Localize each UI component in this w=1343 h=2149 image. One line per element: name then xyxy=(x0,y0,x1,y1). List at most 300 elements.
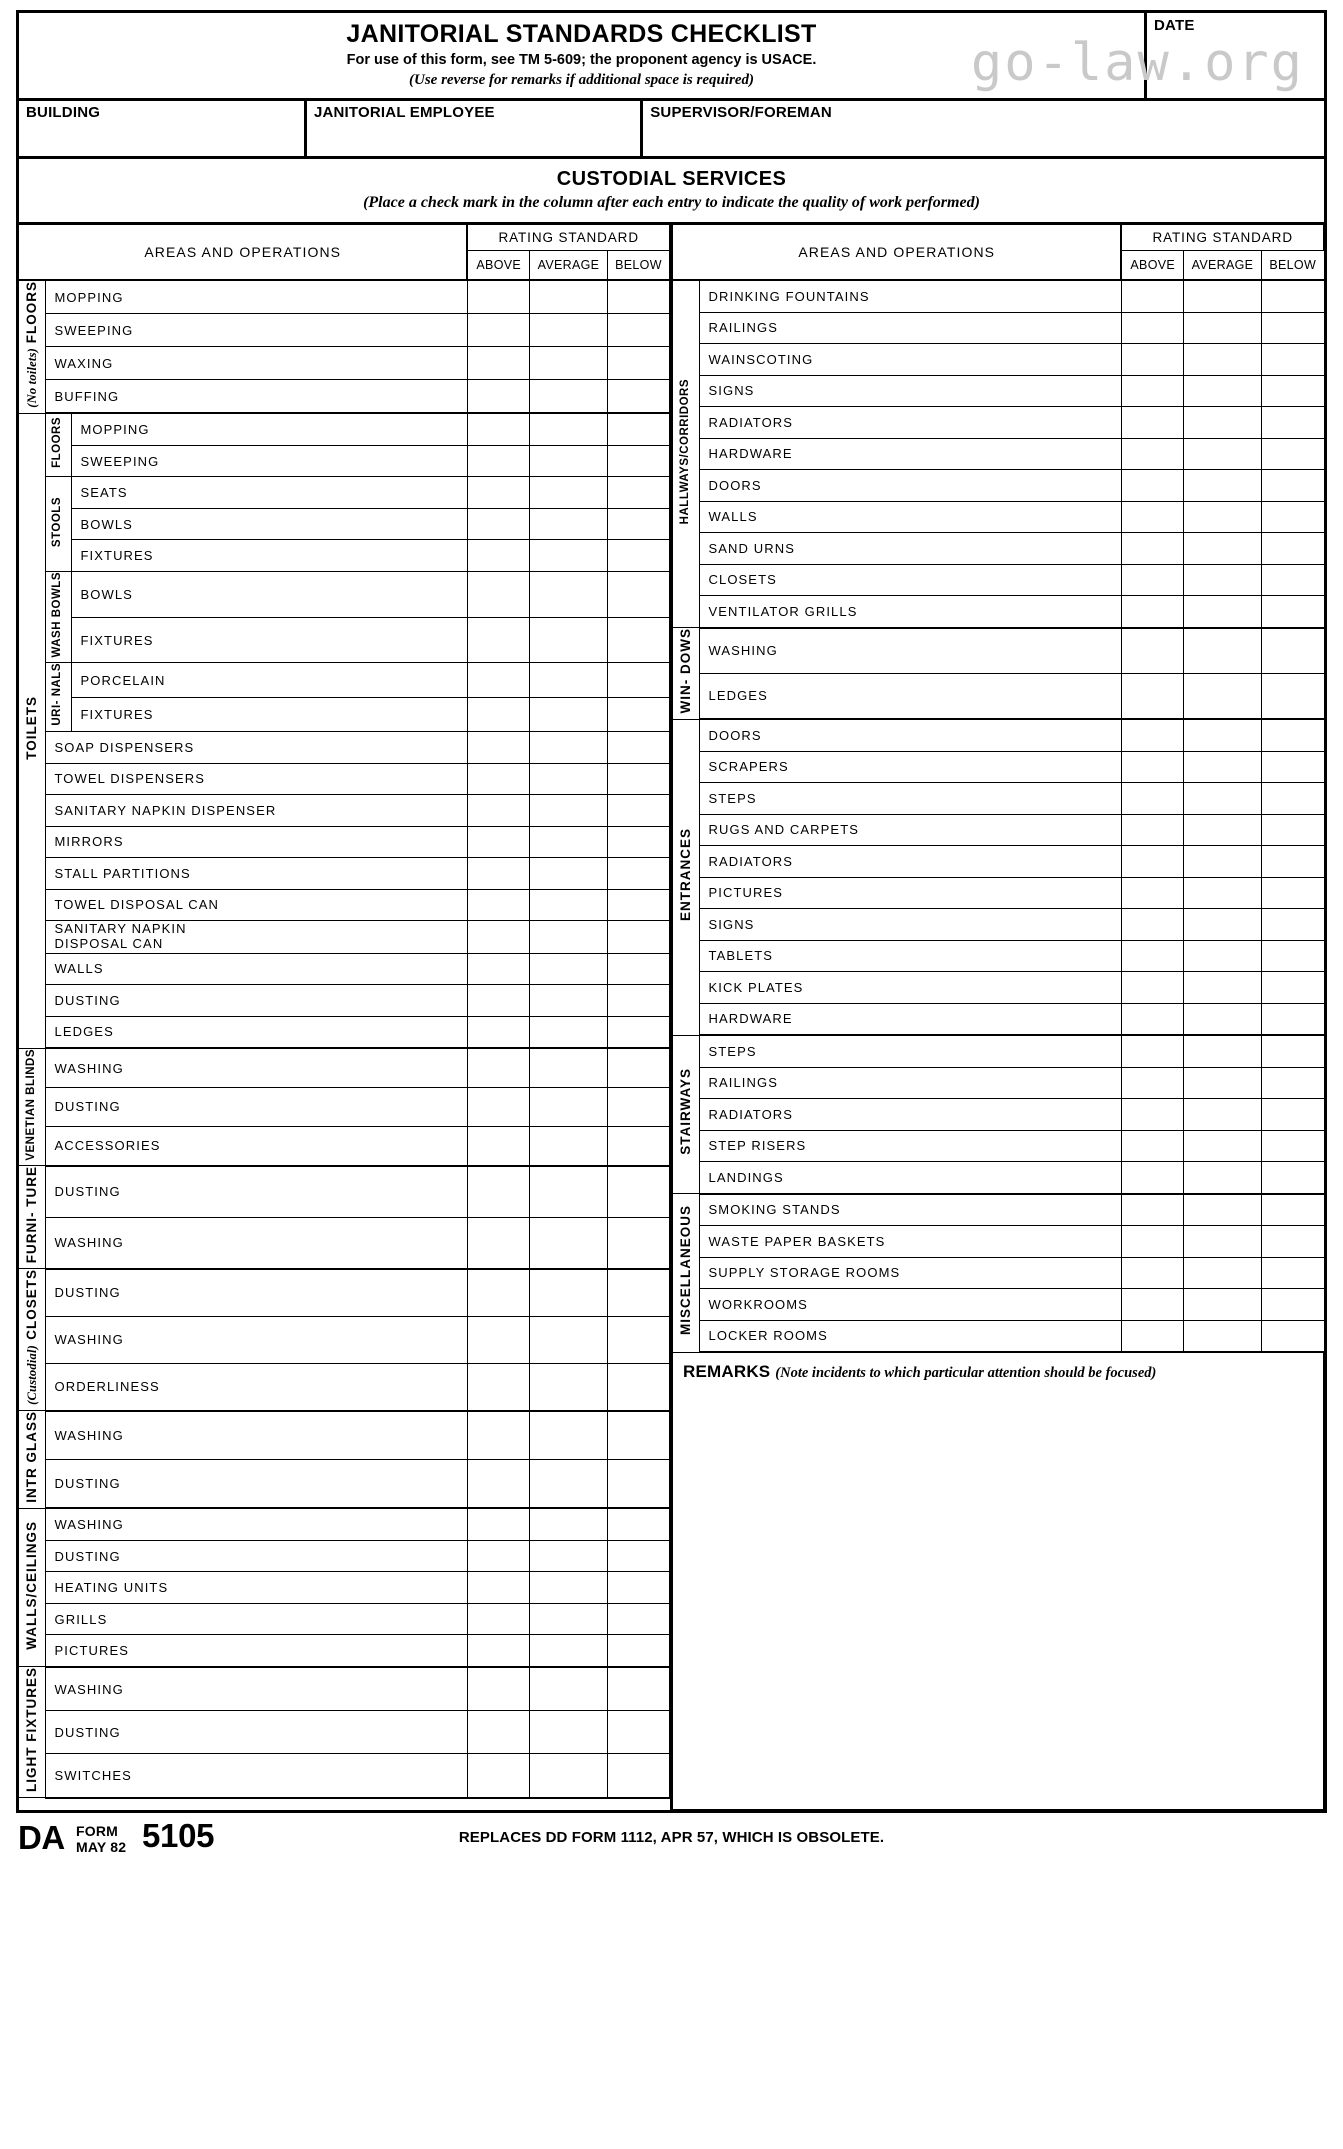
col-header-above: ABOVE xyxy=(467,251,529,280)
rating-cell-below-toilets-soap-dispensers[interactable] xyxy=(607,732,669,764)
rating-cell-average-hallways-corridors-drinking-fountains[interactable] xyxy=(1183,280,1261,312)
rating-cell-below-intr-glass-dusting[interactable] xyxy=(607,1459,669,1508)
rating-cell-below-intr-glass-washing[interactable] xyxy=(607,1411,669,1460)
rating-cell-below-walls-ceilings-heating-units[interactable] xyxy=(607,1572,669,1604)
rating-cell-below-hallways-corridors-ventilator-grills[interactable] xyxy=(1261,596,1323,628)
operation-label-steps: STEPS xyxy=(699,1035,1121,1067)
rating-cell-average-toilets-stall-partitions[interactable] xyxy=(529,858,607,890)
rating-cell-average-entrances-scrapers[interactable] xyxy=(1183,751,1261,783)
rating-cell-below-floors-buffing[interactable] xyxy=(607,380,669,414)
operation-label-accessories: ACCESSORIES xyxy=(45,1126,467,1165)
rating-cell-above-hallways-corridors-ventilator-grills[interactable] xyxy=(1121,596,1183,628)
rating-cell-average-stairways-step-risers[interactable] xyxy=(1183,1130,1261,1162)
rating-cell-average-hallways-corridors-railings[interactable] xyxy=(1183,312,1261,344)
rating-cell-above-floors-mopping[interactable] xyxy=(467,413,529,445)
rating-cell-below-hallways-corridors-radiators[interactable] xyxy=(1261,407,1323,439)
operation-label-sand-urns: SAND URNS xyxy=(699,533,1121,565)
rating-cell-average-entrances-doors[interactable] xyxy=(1183,719,1261,751)
rating-cell-below-toilets-sanitary-napkin-disposal-can[interactable] xyxy=(607,921,669,954)
rating-cell-below-walls-ceilings-pictures[interactable] xyxy=(607,1635,669,1667)
date-field[interactable] xyxy=(1146,13,1325,100)
group-label-floors xyxy=(19,280,45,413)
operation-label-dusting: DUSTING xyxy=(45,985,467,1017)
operation-label-switches: SWITCHES xyxy=(45,1754,467,1798)
rating-cell-average-floors-mopping[interactable] xyxy=(529,280,607,314)
operation-label-dusting: DUSTING xyxy=(45,1540,467,1572)
rating-cell-average-hallways-corridors-hardware[interactable] xyxy=(1183,438,1261,470)
rating-cell-average-walls-ceilings-heating-units[interactable] xyxy=(529,1572,607,1604)
rating-cell-below-floors-mopping[interactable] xyxy=(607,280,669,314)
rating-cell-above-stairways-radiators[interactable] xyxy=(1121,1099,1183,1131)
rating-cell-above-toilets-walls[interactable] xyxy=(467,953,529,985)
rating-cell-average-closets-dusting[interactable] xyxy=(529,1269,607,1316)
rating-cell-below-furni-ture-washing[interactable] xyxy=(607,1217,669,1269)
rating-cell-above-toilets-ledges[interactable] xyxy=(467,1016,529,1048)
rating-cell-above-closets-dusting[interactable] xyxy=(467,1269,529,1316)
rating-cell-average-walls-ceilings-dusting[interactable] xyxy=(529,1540,607,1572)
rating-cell-above-floors-waxing[interactable] xyxy=(467,347,529,380)
rating-cell-below-entrances-rugs-and-carpets[interactable] xyxy=(1261,814,1323,846)
rating-cell-below-toilets-walls[interactable] xyxy=(607,953,669,985)
table-row xyxy=(19,1508,670,1540)
table-row xyxy=(19,314,670,347)
rating-cell-above-stairways-step-risers[interactable] xyxy=(1121,1130,1183,1162)
rating-cell-average-floors-buffing[interactable] xyxy=(529,380,607,414)
rating-cell-average-wash-bowls-bowls[interactable] xyxy=(529,571,607,617)
operation-label-waste-paper-baskets: WASTE PAPER BASKETS xyxy=(699,1226,1121,1258)
operation-label-ledges: LEDGES xyxy=(699,673,1121,719)
rating-cell-below-win-dows-washing[interactable] xyxy=(1261,628,1323,674)
table-row xyxy=(673,564,1324,596)
rating-cell-above-walls-ceilings-pictures[interactable] xyxy=(467,1635,529,1667)
table-row xyxy=(19,1572,670,1604)
rating-cell-above-venetian-blinds-accessories[interactable] xyxy=(467,1126,529,1165)
table-row xyxy=(673,1162,1324,1194)
rating-cell-above-entrances-rugs-and-carpets[interactable] xyxy=(1121,814,1183,846)
table-row xyxy=(19,889,670,921)
rating-cell-above-entrances-tablets[interactable] xyxy=(1121,940,1183,972)
table-row xyxy=(19,1016,670,1048)
rating-cell-average-walls-ceilings-grills[interactable] xyxy=(529,1603,607,1635)
rating-cell-below-walls-ceilings-grills[interactable] xyxy=(607,1603,669,1635)
rating-cell-below-venetian-blinds-washing[interactable] xyxy=(607,1048,669,1087)
rating-cell-above-hallways-corridors-doors[interactable] xyxy=(1121,470,1183,502)
rating-cell-average-floors-sweeping[interactable] xyxy=(529,314,607,347)
rating-cell-average-uri-nals-porcelain[interactable] xyxy=(529,663,607,697)
rating-cell-below-light-fixtures-washing[interactable] xyxy=(607,1667,669,1711)
rating-cell-above-intr-glass-washing[interactable] xyxy=(467,1411,529,1460)
rating-cell-average-light-fixtures-dusting[interactable] xyxy=(529,1711,607,1754)
rating-cell-average-stairways-radiators[interactable] xyxy=(1183,1099,1261,1131)
rating-cell-average-entrances-steps[interactable] xyxy=(1183,783,1261,815)
rating-cell-average-entrances-pictures[interactable] xyxy=(1183,877,1261,909)
table-row xyxy=(19,663,670,697)
rating-cell-average-entrances-signs[interactable] xyxy=(1183,909,1261,941)
rating-cell-above-light-fixtures-switches[interactable] xyxy=(467,1754,529,1798)
rating-cell-average-floors-mopping[interactable] xyxy=(529,413,607,445)
form-number: 5105 xyxy=(142,1817,215,1854)
rating-cell-above-stairways-landings[interactable] xyxy=(1121,1162,1183,1194)
rating-cell-above-walls-ceilings-washing[interactable] xyxy=(467,1508,529,1540)
form-footer xyxy=(16,1817,1327,1863)
rating-cell-average-toilets-towel-disposal-can[interactable] xyxy=(529,889,607,921)
rating-cell-above-stools-seats[interactable] xyxy=(467,477,529,509)
rating-cell-above-hallways-corridors-drinking-fountains[interactable] xyxy=(1121,280,1183,312)
rating-cell-average-win-dows-washing[interactable] xyxy=(1183,628,1261,674)
rating-cell-above-miscellaneous-smoking-stands[interactable] xyxy=(1121,1194,1183,1226)
rating-cell-below-floors-sweeping[interactable] xyxy=(607,314,669,347)
table-row xyxy=(673,751,1324,783)
rating-cell-below-light-fixtures-switches[interactable] xyxy=(607,1754,669,1798)
form-title: JANITORIAL STANDARDS CHECKLIST xyxy=(346,20,817,48)
table-row xyxy=(19,1754,670,1798)
rating-cell-average-toilets-sanitary-napkin-disposal-can[interactable] xyxy=(529,921,607,954)
operation-label-orderliness: ORDERLINESS xyxy=(45,1363,467,1410)
supervisor-foreman-field[interactable] xyxy=(642,101,1324,158)
rating-cell-above-floors-sweeping[interactable] xyxy=(467,314,529,347)
rating-cell-above-uri-nals-fixtures[interactable] xyxy=(467,697,529,731)
rating-cell-average-stools-bowls[interactable] xyxy=(529,508,607,540)
rating-cell-average-miscellaneous-supply-storage-rooms[interactable] xyxy=(1183,1257,1261,1289)
rating-cell-average-entrances-hardware[interactable] xyxy=(1183,1003,1261,1035)
rating-cell-above-closets-orderliness[interactable] xyxy=(467,1363,529,1410)
rating-cell-above-stools-fixtures[interactable] xyxy=(467,540,529,572)
operation-label-signs: SIGNS xyxy=(699,375,1121,407)
group-label-stairways xyxy=(673,1035,699,1194)
rating-cell-above-miscellaneous-waste-paper-baskets[interactable] xyxy=(1121,1226,1183,1258)
rating-cell-above-entrances-steps[interactable] xyxy=(1121,783,1183,815)
rating-cell-below-wash-bowls-fixtures[interactable] xyxy=(607,617,669,663)
rating-cell-above-floors-mopping[interactable] xyxy=(467,280,529,314)
rating-cell-below-entrances-tablets[interactable] xyxy=(1261,940,1323,972)
rating-cell-average-closets-orderliness[interactable] xyxy=(529,1363,607,1410)
rating-cell-average-hallways-corridors-doors[interactable] xyxy=(1183,470,1261,502)
rating-cell-average-toilets-walls[interactable] xyxy=(529,953,607,985)
rating-cell-average-entrances-rugs-and-carpets[interactable] xyxy=(1183,814,1261,846)
col-header-rating-standard: RATING STANDARD xyxy=(467,225,669,251)
rating-cell-below-hallways-corridors-signs[interactable] xyxy=(1261,375,1323,407)
rating-cell-average-entrances-tablets[interactable] xyxy=(1183,940,1261,972)
rating-cell-below-stairways-radiators[interactable] xyxy=(1261,1099,1323,1131)
rating-cell-below-entrances-kick-plates[interactable] xyxy=(1261,972,1323,1004)
rating-cell-above-toilets-mirrors[interactable] xyxy=(467,826,529,858)
rating-cell-above-walls-ceilings-dusting[interactable] xyxy=(467,1540,529,1572)
rating-cell-above-toilets-stall-partitions[interactable] xyxy=(467,858,529,890)
rating-cell-above-uri-nals-porcelain[interactable] xyxy=(467,663,529,697)
rating-cell-below-entrances-hardware[interactable] xyxy=(1261,1003,1323,1035)
table-row xyxy=(19,953,670,985)
rating-cell-above-closets-washing[interactable] xyxy=(467,1316,529,1363)
rating-cell-below-stools-seats[interactable] xyxy=(607,477,669,509)
rating-cell-above-light-fixtures-dusting[interactable] xyxy=(467,1711,529,1754)
rating-cell-average-toilets-dusting[interactable] xyxy=(529,985,607,1017)
rating-cell-average-walls-ceilings-washing[interactable] xyxy=(529,1508,607,1540)
identification-block xyxy=(19,101,1324,159)
rating-cell-above-miscellaneous-supply-storage-rooms[interactable] xyxy=(1121,1257,1183,1289)
rating-cell-below-miscellaneous-workrooms[interactable] xyxy=(1261,1289,1323,1321)
rating-cell-average-entrances-kick-plates[interactable] xyxy=(1183,972,1261,1004)
rating-cell-above-stools-bowls[interactable] xyxy=(467,508,529,540)
rating-cell-average-toilets-towel-dispensers[interactable] xyxy=(529,763,607,795)
rating-cell-below-closets-washing[interactable] xyxy=(607,1316,669,1363)
rating-cell-above-hallways-corridors-hardware[interactable] xyxy=(1121,438,1183,470)
rating-cell-below-toilets-towel-dispensers[interactable] xyxy=(607,763,669,795)
rating-cell-below-entrances-scrapers[interactable] xyxy=(1261,751,1323,783)
rating-cell-average-intr-glass-dusting[interactable] xyxy=(529,1459,607,1508)
rating-cell-below-closets-orderliness[interactable] xyxy=(607,1363,669,1410)
remarks-box[interactable] xyxy=(673,1352,1324,1810)
rating-cell-above-entrances-signs[interactable] xyxy=(1121,909,1183,941)
subgroup-label-uri-nals xyxy=(45,663,71,732)
rating-cell-above-miscellaneous-locker-rooms[interactable] xyxy=(1121,1320,1183,1352)
rating-cell-below-stairways-landings[interactable] xyxy=(1261,1162,1323,1194)
table-row xyxy=(673,344,1324,376)
rating-cell-above-wash-bowls-bowls[interactable] xyxy=(467,571,529,617)
rating-cell-above-venetian-blinds-dusting[interactable] xyxy=(467,1088,529,1127)
rating-cell-above-stairways-steps[interactable] xyxy=(1121,1035,1183,1067)
rating-cell-below-toilets-stall-partitions[interactable] xyxy=(607,858,669,890)
building-field[interactable] xyxy=(19,101,305,158)
table-row xyxy=(673,280,1324,312)
rating-cell-below-entrances-steps[interactable] xyxy=(1261,783,1323,815)
operation-label-pictures: PICTURES xyxy=(699,877,1121,909)
rating-cell-average-light-fixtures-washing[interactable] xyxy=(529,1667,607,1711)
rating-cell-above-miscellaneous-workrooms[interactable] xyxy=(1121,1289,1183,1321)
group-label-closets xyxy=(19,1269,45,1411)
rating-cell-below-toilets-mirrors[interactable] xyxy=(607,826,669,858)
operation-label-hardware: HARDWARE xyxy=(699,1003,1121,1035)
rating-cell-average-entrances-radiators[interactable] xyxy=(1183,846,1261,878)
rating-cell-below-hallways-corridors-drinking-fountains[interactable] xyxy=(1261,280,1323,312)
rating-cell-above-entrances-doors[interactable] xyxy=(1121,719,1183,751)
rating-cell-average-closets-washing[interactable] xyxy=(529,1316,607,1363)
rating-cell-above-toilets-towel-disposal-can[interactable] xyxy=(467,889,529,921)
rating-cell-average-miscellaneous-smoking-stands[interactable] xyxy=(1183,1194,1261,1226)
rating-cell-average-stools-fixtures[interactable] xyxy=(529,540,607,572)
rating-cell-average-win-dows-ledges[interactable] xyxy=(1183,673,1261,719)
rating-cell-below-stairways-steps[interactable] xyxy=(1261,1035,1323,1067)
rating-cell-below-wash-bowls-bowls[interactable] xyxy=(607,571,669,617)
janitorial-employee-field[interactable] xyxy=(305,101,641,158)
operation-label-doors: DOORS xyxy=(699,719,1121,751)
table-row xyxy=(19,380,670,414)
rating-cell-above-wash-bowls-fixtures[interactable] xyxy=(467,617,529,663)
rating-cell-above-hallways-corridors-wainscoting[interactable] xyxy=(1121,344,1183,376)
rating-cell-below-stairways-step-risers[interactable] xyxy=(1261,1130,1323,1162)
rating-cell-above-entrances-radiators[interactable] xyxy=(1121,846,1183,878)
rating-cell-above-intr-glass-dusting[interactable] xyxy=(467,1459,529,1508)
rating-cell-above-toilets-dusting[interactable] xyxy=(467,985,529,1017)
operation-label-dusting: DUSTING xyxy=(45,1459,467,1508)
operation-label-doors: DOORS xyxy=(699,470,1121,502)
rating-cell-above-hallways-corridors-walls[interactable] xyxy=(1121,501,1183,533)
rating-cell-average-toilets-sanitary-napkin-dispenser[interactable] xyxy=(529,795,607,827)
rating-cell-below-hallways-corridors-hardware[interactable] xyxy=(1261,438,1323,470)
rating-cell-below-hallways-corridors-doors[interactable] xyxy=(1261,470,1323,502)
rating-cell-below-walls-ceilings-washing[interactable] xyxy=(607,1508,669,1540)
rating-cell-average-toilets-mirrors[interactable] xyxy=(529,826,607,858)
operation-label-walls: WALLS xyxy=(699,501,1121,533)
operation-label-supply-storage-rooms: SUPPLY STORAGE ROOMS xyxy=(699,1257,1121,1289)
rating-cell-average-stairways-landings[interactable] xyxy=(1183,1162,1261,1194)
table-row xyxy=(19,1316,670,1363)
rating-cell-above-walls-ceilings-heating-units[interactable] xyxy=(467,1572,529,1604)
operation-label-sanitary-napkin-disposal-can: SANITARY NAPKIN DISPOSAL CAN xyxy=(45,921,467,954)
rating-cell-below-hallways-corridors-walls[interactable] xyxy=(1261,501,1323,533)
rating-cell-above-toilets-sanitary-napkin-disposal-can[interactable] xyxy=(467,921,529,954)
rating-cell-above-entrances-pictures[interactable] xyxy=(1121,877,1183,909)
rating-cell-above-hallways-corridors-signs[interactable] xyxy=(1121,375,1183,407)
right-column xyxy=(672,225,1325,1810)
operation-label-mirrors: MIRRORS xyxy=(45,826,467,858)
rating-cell-above-stairways-railings[interactable] xyxy=(1121,1067,1183,1099)
rating-cell-average-miscellaneous-workrooms[interactable] xyxy=(1183,1289,1261,1321)
rating-cell-average-light-fixtures-switches[interactable] xyxy=(529,1754,607,1798)
rating-cell-average-toilets-ledges[interactable] xyxy=(529,1016,607,1048)
rating-cell-average-venetian-blinds-washing[interactable] xyxy=(529,1048,607,1087)
rating-cell-average-hallways-corridors-closets[interactable] xyxy=(1183,564,1261,596)
operation-label-walls: WALLS xyxy=(45,953,467,985)
rating-cell-average-floors-waxing[interactable] xyxy=(529,347,607,380)
rating-cell-average-hallways-corridors-signs[interactable] xyxy=(1183,375,1261,407)
rating-cell-below-walls-ceilings-dusting[interactable] xyxy=(607,1540,669,1572)
rating-cell-average-venetian-blinds-dusting[interactable] xyxy=(529,1088,607,1127)
subgroup-label-text: FLOORS xyxy=(51,417,64,469)
rating-cell-below-win-dows-ledges[interactable] xyxy=(1261,673,1323,719)
table-row xyxy=(19,858,670,890)
rating-cell-above-entrances-scrapers[interactable] xyxy=(1121,751,1183,783)
rating-cell-above-floors-sweeping[interactable] xyxy=(467,445,529,477)
rating-cell-average-stairways-railings[interactable] xyxy=(1183,1067,1261,1099)
rating-cell-above-toilets-towel-dispensers[interactable] xyxy=(467,763,529,795)
rating-cell-below-miscellaneous-waste-paper-baskets[interactable] xyxy=(1261,1226,1323,1258)
rating-cell-average-furni-ture-washing[interactable] xyxy=(529,1217,607,1269)
rating-cell-below-floors-waxing[interactable] xyxy=(607,347,669,380)
rating-cell-average-miscellaneous-waste-paper-baskets[interactable] xyxy=(1183,1226,1261,1258)
rating-cell-average-venetian-blinds-accessories[interactable] xyxy=(529,1126,607,1165)
rating-cell-average-floors-sweeping[interactable] xyxy=(529,445,607,477)
rating-cell-average-hallways-corridors-wainscoting[interactable] xyxy=(1183,344,1261,376)
rating-cell-below-venetian-blinds-accessories[interactable] xyxy=(607,1126,669,1165)
rating-cell-above-floors-buffing[interactable] xyxy=(467,380,529,414)
rating-cell-average-stools-seats[interactable] xyxy=(529,477,607,509)
rating-cell-above-toilets-soap-dispensers[interactable] xyxy=(467,732,529,764)
table-row xyxy=(673,1099,1324,1131)
group-label-win-dows xyxy=(673,628,699,720)
rating-cell-above-furni-ture-washing[interactable] xyxy=(467,1217,529,1269)
rating-cell-below-miscellaneous-locker-rooms[interactable] xyxy=(1261,1320,1323,1352)
rating-cell-above-toilets-sanitary-napkin-dispenser[interactable] xyxy=(467,795,529,827)
rating-cell-below-hallways-corridors-sand-urns[interactable] xyxy=(1261,533,1323,565)
rating-cell-below-stairways-railings[interactable] xyxy=(1261,1067,1323,1099)
rating-cell-above-furni-ture-dusting[interactable] xyxy=(467,1166,529,1218)
group-label-text: TOILETS xyxy=(24,696,39,761)
rating-cell-below-miscellaneous-smoking-stands[interactable] xyxy=(1261,1194,1323,1226)
operation-label-washing: WASHING xyxy=(699,628,1121,674)
rating-cell-below-hallways-corridors-wainscoting[interactable] xyxy=(1261,344,1323,376)
rating-cell-below-floors-mopping[interactable] xyxy=(607,413,669,445)
operation-label-porcelain: PORCELAIN xyxy=(71,663,467,697)
operation-label-washing: WASHING xyxy=(45,1048,467,1087)
rating-cell-below-light-fixtures-dusting[interactable] xyxy=(607,1711,669,1754)
rating-cell-below-entrances-pictures[interactable] xyxy=(1261,877,1323,909)
left-checklist-table xyxy=(19,225,670,1799)
table-row xyxy=(673,407,1324,439)
operation-label-washing: WASHING xyxy=(45,1316,467,1363)
rating-cell-below-hallways-corridors-closets[interactable] xyxy=(1261,564,1323,596)
rating-cell-average-stairways-steps[interactable] xyxy=(1183,1035,1261,1067)
date-label: DATE xyxy=(1154,17,1195,34)
rating-cell-average-hallways-corridors-radiators[interactable] xyxy=(1183,407,1261,439)
rating-cell-average-miscellaneous-locker-rooms[interactable] xyxy=(1183,1320,1261,1352)
rating-cell-above-walls-ceilings-grills[interactable] xyxy=(467,1603,529,1635)
operation-label-radiators: RADIATORS xyxy=(699,407,1121,439)
rating-cell-average-hallways-corridors-walls[interactable] xyxy=(1183,501,1261,533)
rating-cell-average-walls-ceilings-pictures[interactable] xyxy=(529,1635,607,1667)
rating-cell-above-entrances-hardware[interactable] xyxy=(1121,1003,1183,1035)
rating-cell-below-uri-nals-fixtures[interactable] xyxy=(607,697,669,731)
rating-cell-below-toilets-sanitary-napkin-dispenser[interactable] xyxy=(607,795,669,827)
replaces-note: REPLACES DD FORM 1112, APR 57, WHICH IS OBSOLETE. xyxy=(458,1829,885,1846)
rating-cell-below-miscellaneous-supply-storage-rooms[interactable] xyxy=(1261,1257,1323,1289)
rating-cell-below-stools-bowls[interactable] xyxy=(607,508,669,540)
rating-cell-below-toilets-towel-disposal-can[interactable] xyxy=(607,889,669,921)
rating-cell-below-entrances-doors[interactable] xyxy=(1261,719,1323,751)
rating-cell-below-uri-nals-porcelain[interactable] xyxy=(607,663,669,697)
rating-cell-average-hallways-corridors-ventilator-grills[interactable] xyxy=(1183,596,1261,628)
rating-cell-above-entrances-kick-plates[interactable] xyxy=(1121,972,1183,1004)
rating-cell-below-closets-dusting[interactable] xyxy=(607,1269,669,1316)
rating-cell-average-intr-glass-washing[interactable] xyxy=(529,1411,607,1460)
operation-label-pictures: PICTURES xyxy=(45,1635,467,1667)
rating-cell-below-toilets-dusting[interactable] xyxy=(607,985,669,1017)
rating-cell-below-entrances-radiators[interactable] xyxy=(1261,846,1323,878)
supervisor-foreman-label: SUPERVISOR/FOREMAN xyxy=(650,104,832,121)
rating-cell-below-hallways-corridors-railings[interactable] xyxy=(1261,312,1323,344)
remarks-title: REMARKS xyxy=(683,1362,776,1381)
group-label-text: WALLS/CEILINGS xyxy=(24,1520,39,1650)
rating-cell-average-uri-nals-fixtures[interactable] xyxy=(529,697,607,731)
rating-cell-above-win-dows-ledges[interactable] xyxy=(1121,673,1183,719)
table-row xyxy=(673,1226,1324,1258)
rating-cell-above-hallways-corridors-radiators[interactable] xyxy=(1121,407,1183,439)
group-label-venetian-blinds xyxy=(19,1048,45,1166)
operation-label-wainscoting: WAINSCOTING xyxy=(699,344,1121,376)
rating-cell-below-stools-fixtures[interactable] xyxy=(607,540,669,572)
rating-cell-above-light-fixtures-washing[interactable] xyxy=(467,1667,529,1711)
rating-cell-below-toilets-ledges[interactable] xyxy=(607,1016,669,1048)
rating-cell-average-wash-bowls-fixtures[interactable] xyxy=(529,617,607,663)
rating-cell-average-hallways-corridors-sand-urns[interactable] xyxy=(1183,533,1261,565)
rating-cell-average-toilets-soap-dispensers[interactable] xyxy=(529,732,607,764)
rating-cell-below-entrances-signs[interactable] xyxy=(1261,909,1323,941)
rating-cell-above-win-dows-washing[interactable] xyxy=(1121,628,1183,674)
rating-cell-above-venetian-blinds-washing[interactable] xyxy=(467,1048,529,1087)
rating-cell-above-hallways-corridors-sand-urns[interactable] xyxy=(1121,533,1183,565)
rating-cell-below-venetian-blinds-dusting[interactable] xyxy=(607,1088,669,1127)
rating-cell-above-hallways-corridors-railings[interactable] xyxy=(1121,312,1183,344)
group-label-hallways-corridors xyxy=(673,280,699,628)
rating-cell-average-furni-ture-dusting[interactable] xyxy=(529,1166,607,1218)
rating-cell-above-hallways-corridors-closets[interactable] xyxy=(1121,564,1183,596)
subgroup-label-text: URI- NALS xyxy=(51,663,64,727)
operation-label-buffing: BUFFING xyxy=(45,380,467,414)
agency-code: DA xyxy=(18,1819,65,1856)
rating-cell-below-floors-sweeping[interactable] xyxy=(607,445,669,477)
rating-cell-below-furni-ture-dusting[interactable] xyxy=(607,1166,669,1218)
table-row xyxy=(19,1635,670,1667)
custodial-services-title: CUSTODIAL SERVICES xyxy=(556,168,787,190)
